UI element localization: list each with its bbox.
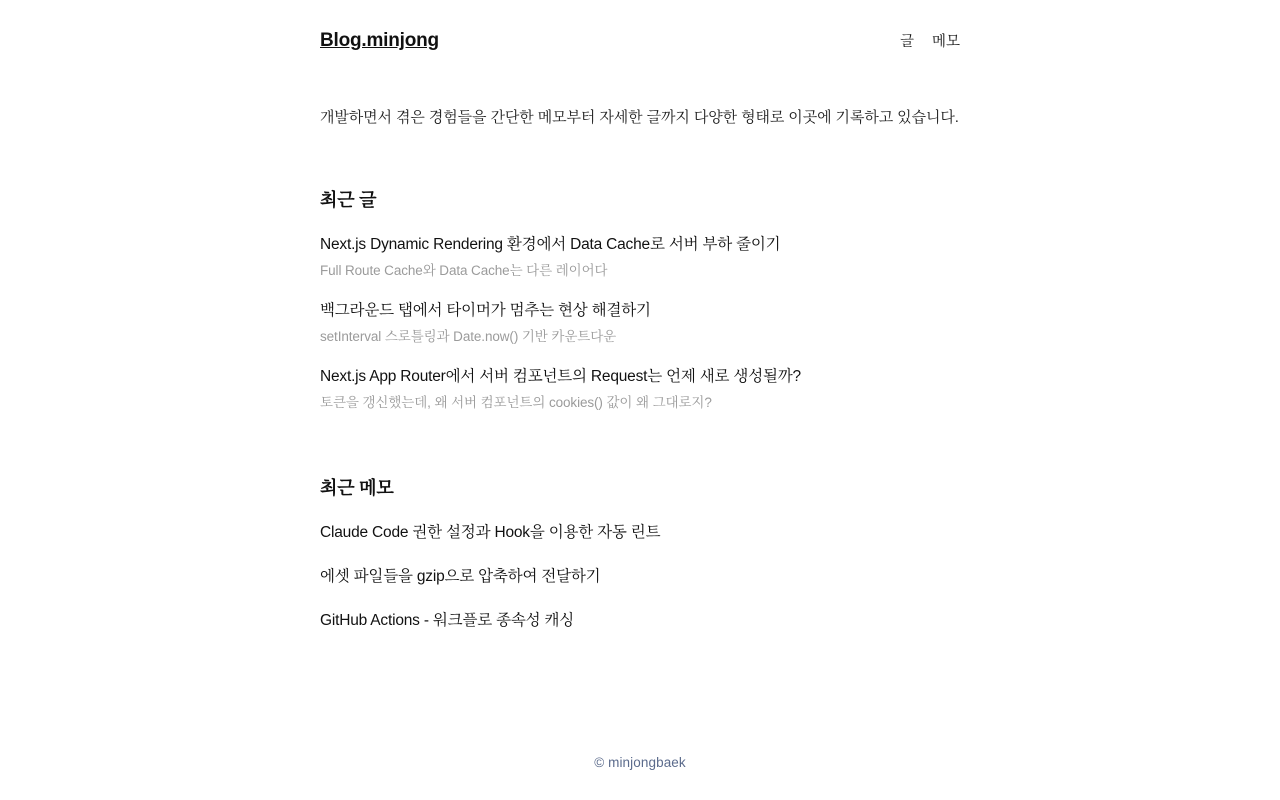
list-item [320, 566, 960, 588]
section-recent-notes [320, 474, 960, 632]
post-description: Full Route Cache와 Data Cache는 다른 레이어다 [320, 263, 608, 278]
post-title[interactable]: Next.js App Router에서 서버 컴포넌트의 Request는 언제 새로 생성될까? [320, 368, 801, 385]
site-header [320, 28, 960, 64]
list-item [320, 522, 960, 544]
site-title[interactable]: Blog.minjong [320, 30, 439, 51]
content-container [320, 0, 960, 632]
nav-item-posts[interactable]: 글 [899, 34, 914, 50]
section-title-notes: 최근 메모 [320, 478, 394, 498]
list-item [320, 300, 960, 346]
post-title[interactable]: Next.js Dynamic Rendering 환경에서 Data Cache로 서버 부하 줄이기 [320, 236, 781, 253]
footer-copyright: © minjongbaek [594, 755, 686, 770]
list-item [320, 234, 960, 280]
post-description: setInterval 스로틀링과 Date.now() 기반 카운트다운 [320, 329, 617, 344]
section-title-posts: 최근 글 [320, 190, 377, 210]
list-item [320, 366, 960, 412]
intro-text: 개발하면서 겪은 경험들을 간단한 메모부터 자세한 글까지 다양한 형태로 이곳에 기록하고 있습니다. [320, 109, 959, 126]
nav-item-notes[interactable]: 메모 [931, 34, 960, 50]
note-title[interactable]: 에셋 파일들을 gzip으로 압축하여 전달하기 [320, 568, 601, 585]
post-title[interactable]: 백그라운드 탭에서 타이머가 멈추는 현상 해결하기 [320, 302, 651, 319]
note-title[interactable]: Claude Code 권한 설정과 Hook을 이용한 자동 린트 [320, 524, 661, 541]
note-list [320, 522, 960, 632]
post-list [320, 234, 960, 412]
post-description: 토큰을 갱신했는데, 왜 서버 컴포넌트의 cookies() 값이 왜 그대로지? [320, 395, 712, 410]
note-title[interactable]: GitHub Actions - 워크플로 종속성 캐싱 [320, 612, 575, 629]
site-footer [0, 754, 1280, 772]
section-recent-posts [320, 186, 960, 412]
list-item [320, 610, 960, 632]
site-nav [900, 32, 960, 52]
